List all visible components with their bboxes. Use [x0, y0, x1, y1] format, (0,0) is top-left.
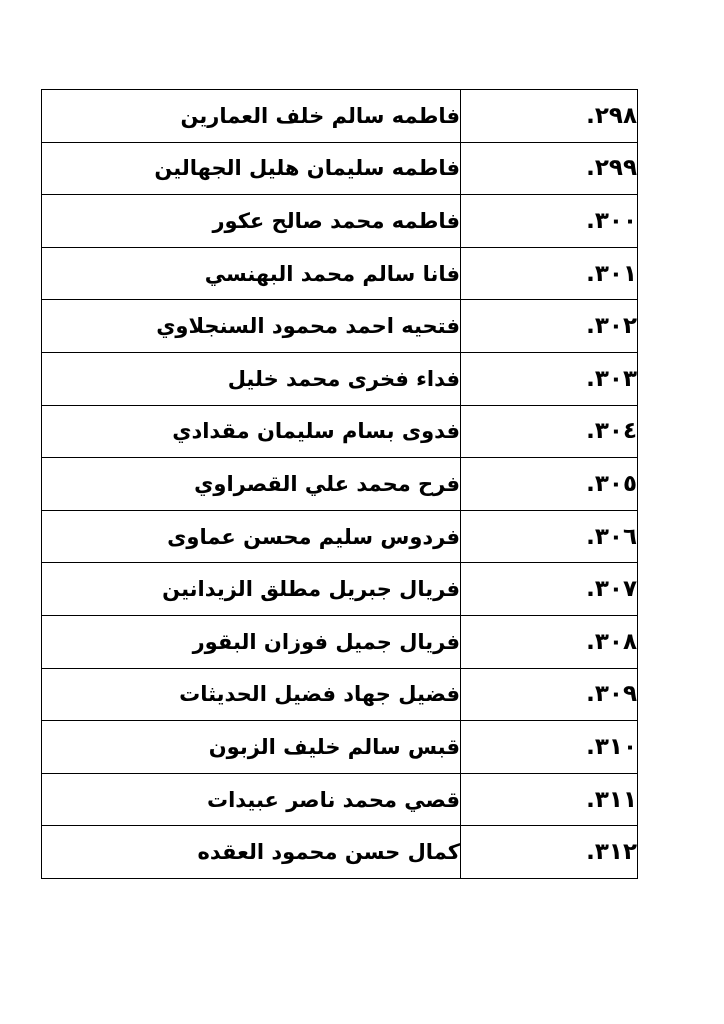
- row-number-cell: [461, 510, 638, 563]
- row-name: فتحيه احمد محمود السنجلاوي: [156, 314, 460, 339]
- row-number: ٣٠٤.: [586, 418, 637, 445]
- row-name-cell: [42, 615, 461, 668]
- row-number: ٣٠٦.: [586, 523, 637, 550]
- row-number: ٣٠٢.: [586, 313, 637, 340]
- names-table: [41, 89, 638, 879]
- row-number-cell: [461, 300, 638, 353]
- row-name-cell: [42, 668, 461, 721]
- table-row: [42, 90, 638, 143]
- row-name-cell: [42, 195, 461, 248]
- row-name: قبس سالم خليف الزبون: [208, 734, 460, 759]
- row-number-cell: [461, 721, 638, 774]
- row-name: فاطمه سليمان هليل الجهالين: [154, 156, 460, 181]
- row-name-cell: [42, 142, 461, 195]
- row-number-cell: [461, 195, 638, 248]
- row-name-cell: [42, 90, 461, 143]
- row-number-cell: [461, 615, 638, 668]
- row-name-cell: [42, 458, 461, 511]
- table-row: [42, 300, 638, 353]
- row-number: ٣١٢.: [586, 839, 637, 866]
- table-row: [42, 826, 638, 879]
- row-name: فضيل جهاد فضيل الحديثات: [179, 682, 460, 707]
- table-row: [42, 773, 638, 826]
- row-name-cell: [42, 773, 461, 826]
- row-name: فدوى بسام سليمان مقدادي: [172, 419, 460, 444]
- row-name-cell: [42, 721, 461, 774]
- row-number: ٣٠١.: [586, 260, 637, 287]
- row-number: ٣١٠.: [586, 733, 637, 760]
- row-name: فريال جبريل مطلق الزيدانين: [162, 577, 460, 602]
- row-number-cell: [461, 458, 638, 511]
- row-number-cell: [461, 773, 638, 826]
- row-number-cell: [461, 142, 638, 195]
- row-number-cell: [461, 826, 638, 879]
- row-number: ٣٠٥.: [586, 470, 637, 497]
- table-row: [42, 668, 638, 721]
- row-name: كمال حسن محمود العقده: [197, 840, 460, 865]
- row-name-cell: [42, 352, 461, 405]
- row-name-cell: [42, 826, 461, 879]
- row-name-cell: [42, 247, 461, 300]
- row-name: فرح محمد علي القصراوي: [194, 471, 460, 496]
- row-name-cell: [42, 300, 461, 353]
- table-row: [42, 142, 638, 195]
- table-row: [42, 721, 638, 774]
- table-row: [42, 405, 638, 458]
- row-name: فريال جميل فوزان البقور: [192, 629, 460, 654]
- row-name-cell: [42, 510, 461, 563]
- row-number: ٣٠٨.: [586, 628, 637, 655]
- row-name: قصي محمد ناصر عبيدات: [206, 787, 460, 812]
- row-name-cell: [42, 405, 461, 458]
- row-name-cell: [42, 563, 461, 616]
- row-number: ٣٠٩.: [586, 681, 637, 708]
- row-number: ٣٠٠.: [586, 207, 637, 234]
- row-number: ٣٠٧.: [586, 576, 637, 603]
- row-name: فردوس سليم محسن عماوى: [167, 524, 460, 549]
- table-row: [42, 615, 638, 668]
- table-row: [42, 195, 638, 248]
- row-name: فاطمه سالم خلف العمارين: [180, 103, 460, 128]
- table-row: [42, 458, 638, 511]
- table-row: [42, 247, 638, 300]
- row-number-cell: [461, 405, 638, 458]
- row-number-cell: [461, 247, 638, 300]
- row-name: فانا سالم محمد البهنسي: [204, 261, 460, 286]
- row-number: ٢٩٩.: [586, 155, 637, 182]
- row-number: ٣١١.: [586, 786, 637, 813]
- names-table-body: [42, 90, 638, 879]
- row-number-cell: [461, 563, 638, 616]
- row-number-cell: [461, 90, 638, 143]
- row-number: ٣٠٣.: [586, 365, 637, 392]
- row-number-cell: [461, 668, 638, 721]
- row-number-cell: [461, 352, 638, 405]
- table-row: [42, 563, 638, 616]
- row-number: ٢٩٨.: [586, 102, 637, 129]
- table-row: [42, 352, 638, 405]
- table-row: [42, 510, 638, 563]
- row-name: فداء فخرى محمد خليل: [227, 366, 460, 391]
- row-name: فاطمه محمد صالح عكور: [212, 208, 460, 233]
